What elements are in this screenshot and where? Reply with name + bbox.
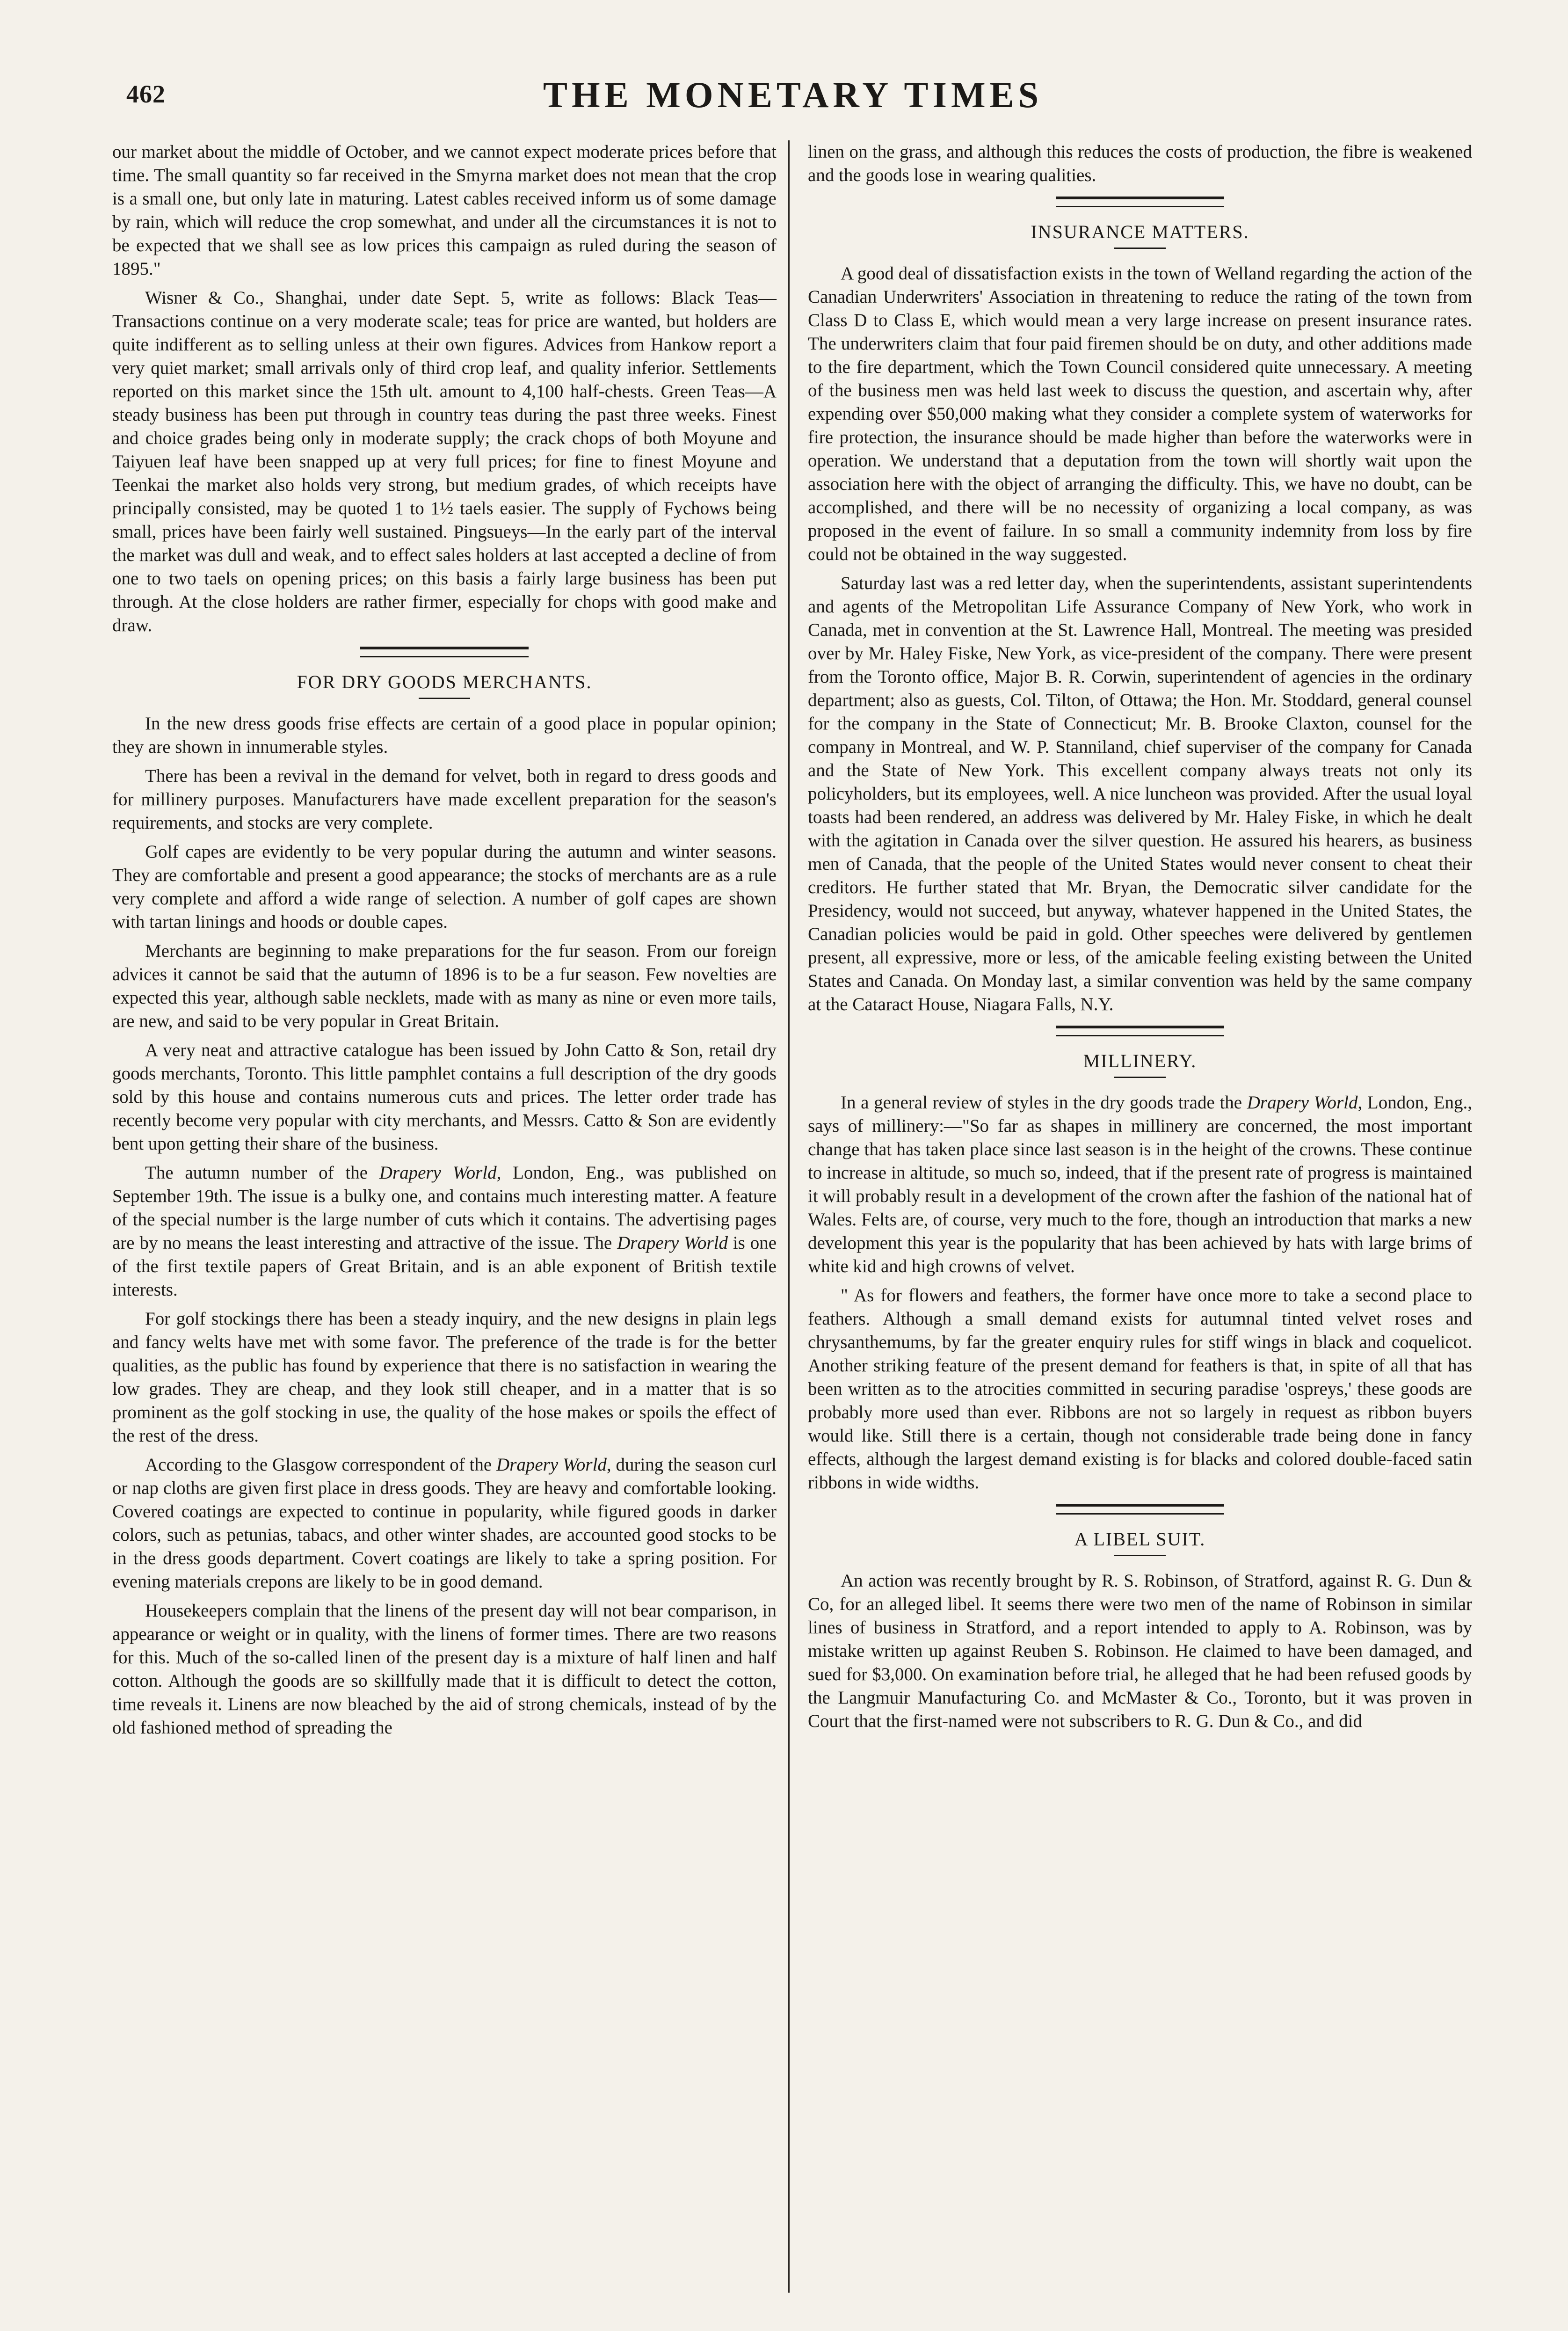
section-title-libel-suit: A LIBEL SUIT. xyxy=(1074,1529,1206,1550)
section-underline xyxy=(1114,1555,1166,1556)
article-paragraph: In the new dress goods frise effects are certain of a good place in popular opinion; they are shown in innumerable styles. xyxy=(112,714,777,757)
text-run: , London, Eng., says of millinery:—"So far as shapes in millinery are concerned, the most important change that has taken place since last season is in the height of the crowns. These continue to increase in altitude, so much so, indeed, that if the present rate of progress is maintained it will probably result in a development of the crown after the fashion of the national hat of Wales. Felts are, of course, very much to the fore, though an introduction that marks a new development this year is the popularity that has been achieved by hats with large brims of white kid and high crowns of velvet. xyxy=(808,1093,1472,1276)
article-paragraph xyxy=(112,1453,777,1594)
article-paragraph: Housekeepers complain that the linens of the present day will not bear comparison, in appearance or weight or in quality, with the linens of former times. There are two reasons for this. Much of the so-called linen of the present day is a mixture of half linen and half cotton. Although the goods are so skillfully made that it is difficult to detect the cotton, time reveals it. Linens are now bleached by the aid of strong chemicals, instead of by the old fashioned method of spreading the xyxy=(112,1601,777,1738)
article-paragraph: A very neat and attractive catalogue has been issued by John Catto & Son, retail dry goods merchants, Toronto. This little pamphlet contains a full description of the dry goods sold by this house and contains numerous cuts and prices. The letter order trade has recently become very popular with city merchants, and Messrs. Catto & Son are evidently bent upon getting their share of the business. xyxy=(112,1040,777,1154)
section-divider xyxy=(1056,1026,1224,1036)
section-title-dry-goods: FOR DRY GOODS MERCHANTS. xyxy=(297,671,592,692)
publication-name: Drapery World xyxy=(379,1163,497,1183)
section-underline xyxy=(419,698,470,699)
right-column xyxy=(808,140,1472,1739)
section-title-millinery: MILLINERY. xyxy=(1083,1050,1197,1071)
section-divider xyxy=(1056,197,1224,207)
article-paragraph: A good deal of dissatisfaction exists in the town of Welland regarding the action of the Canadian Underwriters' Association in threatening to reduce the rating of the town from Class D to Class E, which would mean a very large increase on present insurance rates. The underwriters claim that four paid firemen should be on duty, and other additions made to the fire department, which the Town Council considered quite unnecessary. A meeting of the business men was held last week to discuss the question, and ascertain why, after expending over $50,000 making what they consider a complete system of waterworks for fire protection, the insurance should be made higher than before the waterworks were in operation. We understand that a deputation from the town will shortly wait upon the association here with the object of arranging the difficulty. This, we have no doubt, can be accomplished, and there will be no necessity of organizing a local company, as was proposed in the event of failure. In so small a community indemnity from loss by fire could not be obtained in the way suggested. xyxy=(808,263,1472,564)
publication-name: Drapery World xyxy=(1247,1093,1358,1113)
article-paragraph: Saturday last was a red letter day, when the superintendents, assistant superintendents and agents of the Metropolitan Life Assurance Company of New York, who work in Canada, met in convention at the St. Lawrence Hall, Montreal. The meeting was presided over by Mr. Haley Fiske, New York, as vice-president of the company. There were present from the Toronto office, Major B. R. Corwin, superintendent of agencies in the ordinary department; also as guests, Col. Tilton, of Ottawa; the Hon. Mr. Stoddard, general counsel for the company in the State of Connecticut; Mr. B. Brooke Claxton, counsel for the company in Montreal, and W. P. Stanniland, chief superviser of the company for Canada and the State of New York. This excellent company always treats not only its policyholders, but its employees, well. A nice luncheon was provided. After the usual loyal toasts had been rendered, an address was delivered by Mr. Haley Fiske, in which he dealt with the agitation in Canada over the silver question. He assured his hearers, as business men of Canada, that the people of the United States would never consent to cheat their creditors. He further stated that Mr. Bryan, the Democratic silver candidate for the Presidency, would not succeed, but anyway, whatever happened in the United States, the Canadian policies would be paid in gold. Other speeches were delivered by gentlemen present, all expressive, more or less, of the amicable feeling existing between the United States and Canada. On Monday last, a similar convention was held by the same company at the Cataract House, Niagara Falls, N.Y. xyxy=(808,573,1472,1014)
publication-name: Drapery World xyxy=(617,1233,728,1253)
section-divider xyxy=(1056,1504,1224,1515)
text-run: is one of the first textile papers of Great Britain, and is an able exponent of British textile interests. xyxy=(112,1233,777,1300)
page-number: 462 xyxy=(126,80,166,108)
text-run: , London, Eng., was published on September 19th. The issue is a bulky one, and contains much interesting matter. A feature of the special number is the large number of cuts which it contains. The advertising pages are by no means the least interesting and attractive of the issue. The xyxy=(112,1163,777,1253)
text-run: The autumn number of the xyxy=(145,1163,368,1183)
article-paragraph: our market about the middle of October, and we cannot expect moderate prices before that time. The small quantity so far received in the Smyrna market does not mean that the crop is a small one, but only late in maturing. Latest cables received inform us of some damage by rain, which will reduce the crop somewhat, and under all the circumstances it is not to be expected that we shall see as low prices this campaign as ruled during the season of 1895." xyxy=(112,142,777,279)
left-column xyxy=(112,140,777,1745)
article-paragraph: Wisner & Co., Shanghai, under date Sept. 5, write as follows: Black Teas—Transactions continue on a very moderate scale; teas for price are wanted, but holders are quite indifferent as to selling unless at their own figures. Advices from Hankow report a very quiet market; small arrivals only of third crop leaf, and quality inferior. Settlements reported on this market since the 15th ult. amount to 4,100 half-chests. Green Teas—A steady business has been put through in country teas during the past three weeks. Finest and choice grades being only in moderate supply; the crack chops of both Moyune and Taiyuen leaf have been snapped up at very full prices; for fine to finest Moyune and Teenkai the market also holds very strong, but medium grades, of which receipts have principally consisted, may be quoted 1 to 1½ taels easier. The supply of Fychows being small, prices have been fairly well sustained. Pingsueys—In the early part of the interval the market was dull and weak, and to effect sales holders at last accepted a decline of from one to two taels on opening prices; on this basis a fairly large business has been put through. At the close holders are rather firmer, especially for chops with good make and draw. xyxy=(112,288,777,635)
article-paragraph xyxy=(112,1161,777,1302)
article-paragraph: There has been a revival in the demand for velvet, both in regard to dress goods and for millinery purposes. Manufacturers have made excellent preparation for the season's requirements, and stocks are very complete. xyxy=(112,766,777,833)
page-header xyxy=(117,70,1469,131)
text-run: In a general review of styles in the dry goods trade the xyxy=(841,1093,1242,1113)
publication-name: Drapery World xyxy=(496,1455,607,1475)
section-underline xyxy=(1114,1077,1166,1078)
article-paragraph: Golf capes are evidently to be very popular during the autumn and winter seasons. They are comfortable and present a good appearance; the stocks of merchants are as a rule very complete and afford a wide range of selection. A number of golf capes are shown with tartan linings and hoods or double capes. xyxy=(112,842,777,932)
text-run: , during the season curl or nap cloths are given first place in dress goods. They are heavy and comfortable looking. Covered coatings are expected to continue in popularity, while figured goods in darker colors, such as petunias, tabacs, and other winter shades, are accounted good stocks to be in the dress goods department. Covert coatings are likely to take a spring position. For evening materials crepons are likely to be in good demand. xyxy=(112,1455,777,1592)
article-paragraph: An action was recently brought by R. S. Robinson, of Stratford, against R. G. Dun & Co, for an alleged libel. It seems there were two men of the name of Robinson in similar lines of business in Stratford, and a report intended to apply to A. Robinson, was by mistake written up against Reuben S. Robinson. He claimed to have been damaged, and sued for $3,000. On examination before trial, he alleged that he had been refused goods by the Langmuir Manufacturing Co. and McMaster & Co., Toronto, but it was proven in Court that the first-named were not subscribers to R. G. Dun & Co., and did xyxy=(808,1571,1472,1731)
article-paragraph: For golf stockings there has been a steady inquiry, and the new designs in plain legs and fancy welts have met with some favor. The preference of the trade is for the better qualities, as the public has found by experience that there is no satisfaction in wearing the low grades. They are cheap, and they look still cheaper, and in a matter that is so prominent as the golf stocking in use, the quality of the hose makes or spoils the effect of the rest of the dress. xyxy=(112,1309,777,1446)
article-paragraph xyxy=(808,1091,1472,1278)
article-paragraph: " As for flowers and feathers, the former have once more to take a second place to feathers. Although a small demand exists for autumnal tinted velvet roses and chrysanthemums, by far the greater enquiry rules for stiff wings in black and coquelicot. Another striking feature of the present demand for feathers is that, in spite of all that has been written as to the atrocities committed in securing paradise 'ospreys,' these goods are probably more used than ever. Ribbons are not so largely in request as ribbon buyers would like. Still there is a certain, though not considerable trade being done in fancy effects, although the largest demand existing is for blacks and colored double-faced satin ribbons in wide widths. xyxy=(808,1285,1472,1493)
text-run: According to the Glasgow correspondent of the xyxy=(145,1455,492,1475)
article-paragraph: linen on the grass, and although this reduces the costs of production, the fibre is weakened and the goods lose in wearing qualities. xyxy=(808,142,1472,185)
column-rule xyxy=(788,140,790,2293)
article-paragraph: Merchants are beginning to make preparations for the fur season. From our foreign advices it cannot be said that the autumn of 1896 is to be a fur season. Few novelties are expected this year, although sable necklets, made with as many as nine or even more tails, are new, and said to be very popular in Great Britain. xyxy=(112,941,777,1031)
section-divider xyxy=(360,647,529,657)
section-title-insurance: INSURANCE MATTERS. xyxy=(1031,221,1249,242)
section-underline xyxy=(1114,248,1166,249)
masthead-title: THE MONETARY TIMES xyxy=(543,74,1043,115)
